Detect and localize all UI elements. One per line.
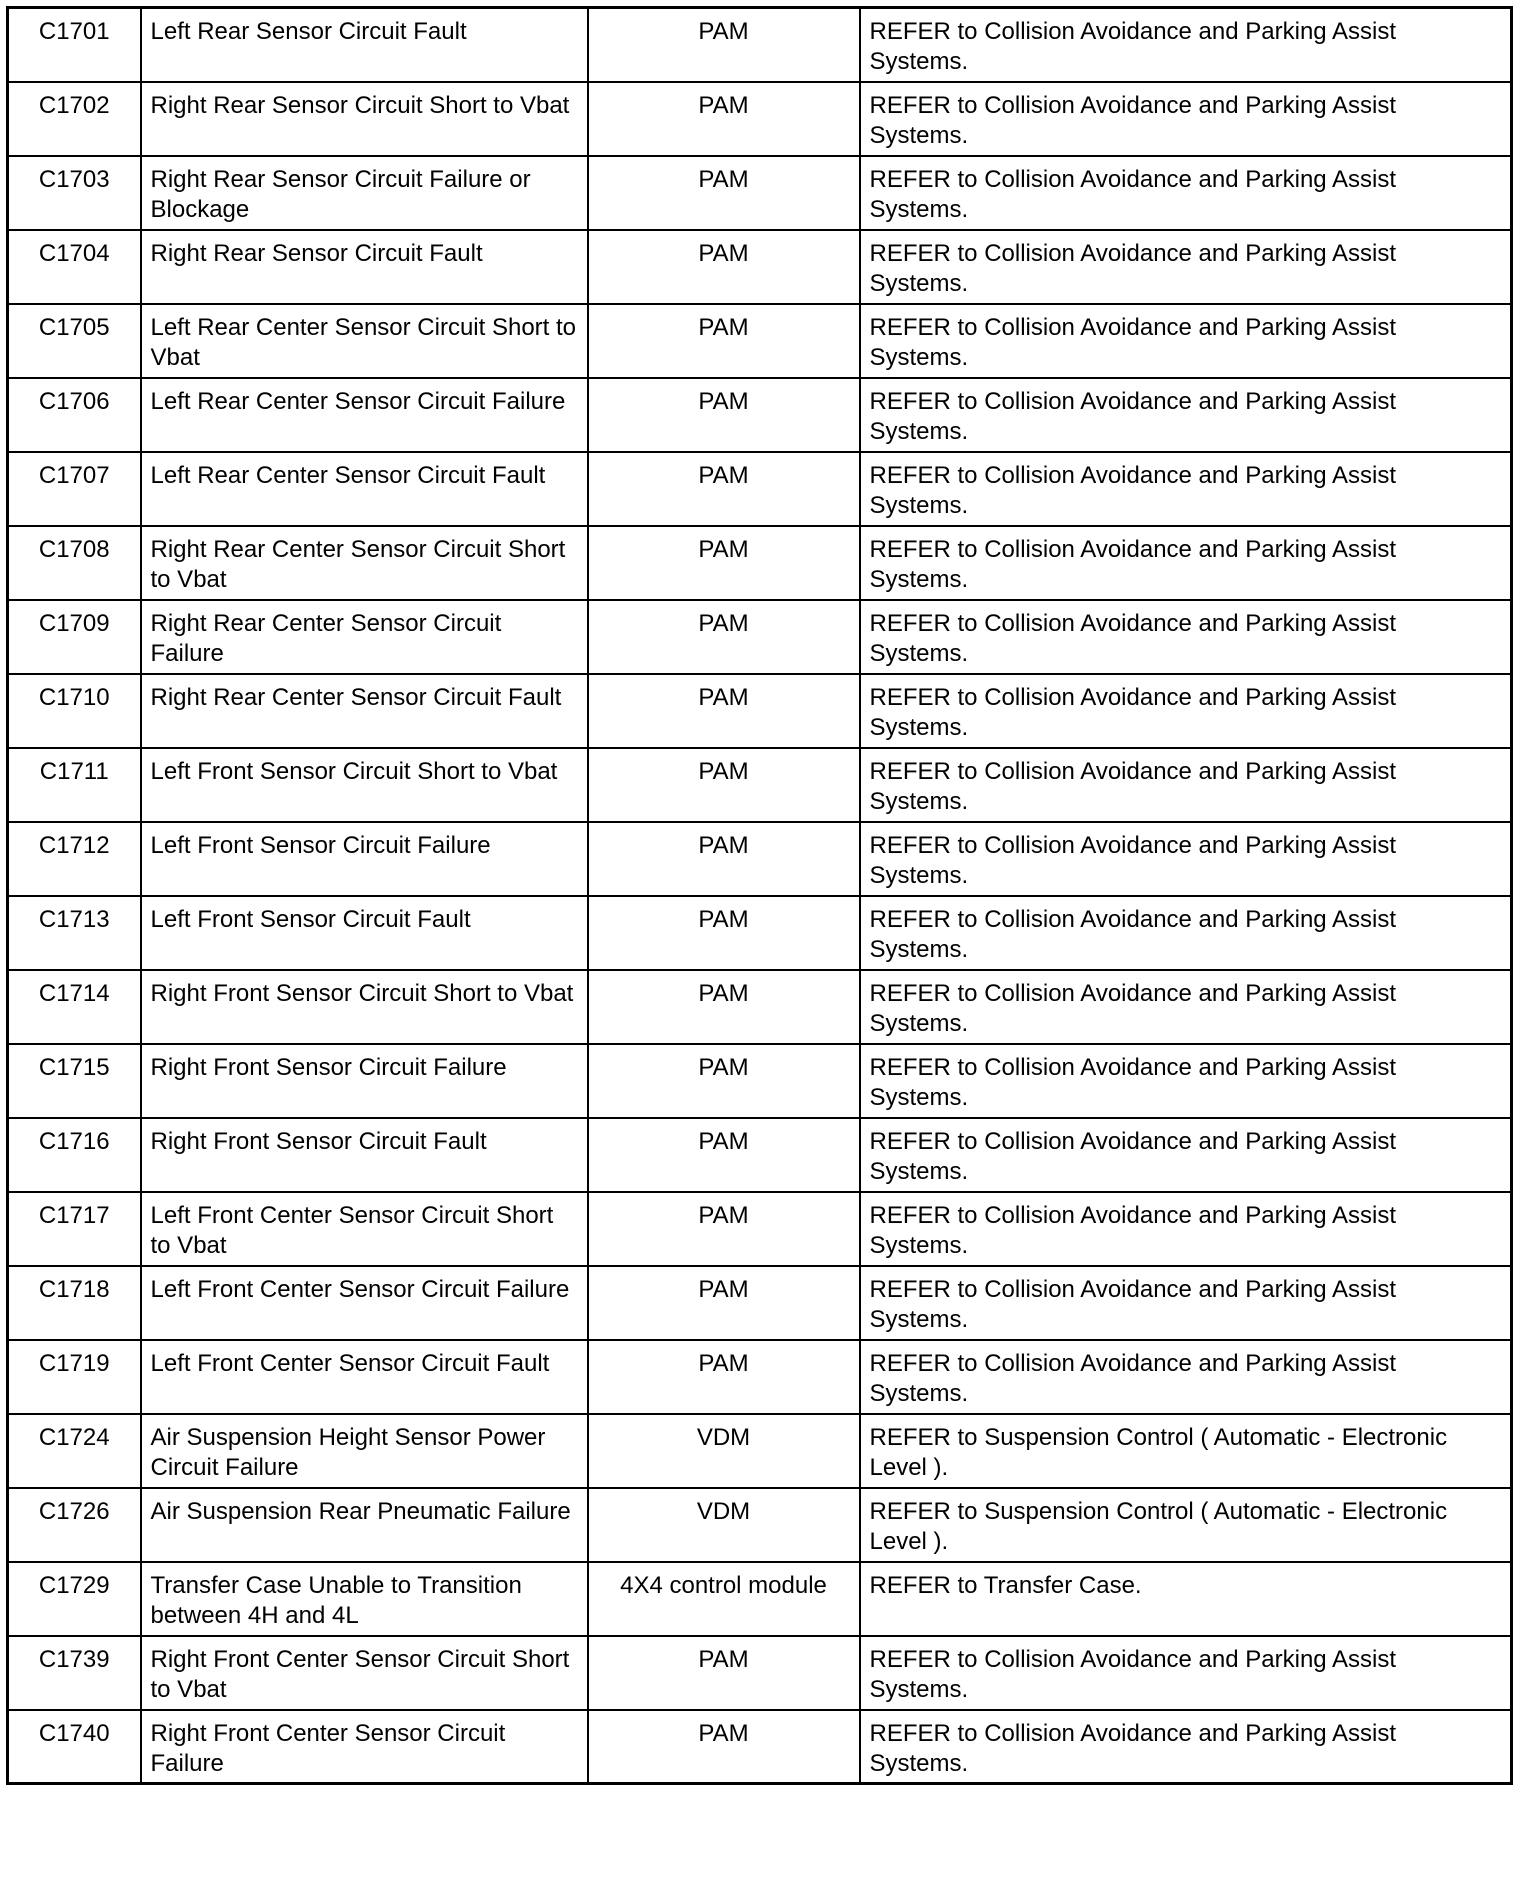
dtc-module: VDM [588,1414,860,1488]
dtc-code: C1739 [8,1636,141,1710]
dtc-code: C1719 [8,1340,141,1414]
dtc-module: PAM [588,1266,860,1340]
table-row [8,1710,1512,1784]
dtc-action: REFER to Suspension Control ( Automatic - Electronic Level ). [860,1488,1512,1562]
dtc-action: REFER to Collision Avoidance and Parking Assist Systems. [860,82,1512,156]
table-row [8,1562,1512,1636]
dtc-document [6,6,1513,1785]
dtc-code: C1706 [8,378,141,452]
dtc-code: C1710 [8,674,141,748]
dtc-code: C1705 [8,304,141,378]
dtc-code: C1740 [8,1710,141,1784]
table-row [8,156,1512,230]
dtc-description: Left Front Center Sensor Circuit Short to Vbat [141,1192,588,1266]
table-row [8,378,1512,452]
dtc-code: C1704 [8,230,141,304]
dtc-module: PAM [588,896,860,970]
dtc-description: Transfer Case Unable to Transition between 4H and 4L [141,1562,588,1636]
dtc-code: C1709 [8,600,141,674]
dtc-description: Left Rear Center Sensor Circuit Short to Vbat [141,304,588,378]
table-row [8,1488,1512,1562]
dtc-code: C1703 [8,156,141,230]
dtc-module: PAM [588,822,860,896]
dtc-action: REFER to Collision Avoidance and Parking Assist Systems. [860,452,1512,526]
dtc-description: Right Front Center Sensor Circuit Failure [141,1710,588,1784]
dtc-table-body [8,8,1512,1784]
dtc-action: REFER to Collision Avoidance and Parking Assist Systems. [860,748,1512,822]
dtc-module: PAM [588,82,860,156]
dtc-action: REFER to Collision Avoidance and Parking Assist Systems. [860,1192,1512,1266]
table-row [8,1414,1512,1488]
dtc-module: PAM [588,526,860,600]
dtc-action: REFER to Collision Avoidance and Parking Assist Systems. [860,1266,1512,1340]
dtc-description: Left Front Sensor Circuit Short to Vbat [141,748,588,822]
dtc-module: PAM [588,8,860,82]
table-row [8,82,1512,156]
dtc-code: C1711 [8,748,141,822]
dtc-module: PAM [588,378,860,452]
dtc-description: Right Rear Sensor Circuit Fault [141,230,588,304]
dtc-module: 4X4 control module [588,1562,860,1636]
dtc-code: C1716 [8,1118,141,1192]
dtc-module: PAM [588,1044,860,1118]
table-row [8,970,1512,1044]
dtc-code: C1708 [8,526,141,600]
dtc-code: C1713 [8,896,141,970]
dtc-action: REFER to Collision Avoidance and Parking Assist Systems. [860,822,1512,896]
table-row [8,1266,1512,1340]
dtc-description: Right Front Sensor Circuit Failure [141,1044,588,1118]
dtc-code: C1712 [8,822,141,896]
dtc-code: C1718 [8,1266,141,1340]
dtc-description: Right Rear Center Sensor Circuit Failure [141,600,588,674]
dtc-action: REFER to Collision Avoidance and Parking Assist Systems. [860,526,1512,600]
dtc-action: REFER to Collision Avoidance and Parking Assist Systems. [860,1710,1512,1784]
dtc-module: PAM [588,304,860,378]
dtc-module: PAM [588,748,860,822]
table-row [8,1044,1512,1118]
dtc-module: PAM [588,1340,860,1414]
dtc-action: REFER to Collision Avoidance and Parking Assist Systems. [860,1636,1512,1710]
table-row [8,822,1512,896]
table-row [8,600,1512,674]
dtc-module: PAM [588,156,860,230]
dtc-action: REFER to Collision Avoidance and Parking Assist Systems. [860,1340,1512,1414]
dtc-action: REFER to Collision Avoidance and Parking Assist Systems. [860,1044,1512,1118]
dtc-module: PAM [588,452,860,526]
dtc-description: Right Rear Center Sensor Circuit Short to Vbat [141,526,588,600]
dtc-action: REFER to Collision Avoidance and Parking Assist Systems. [860,230,1512,304]
table-row [8,526,1512,600]
dtc-code: C1715 [8,1044,141,1118]
table-row [8,1340,1512,1414]
dtc-code: C1702 [8,82,141,156]
table-row [8,1118,1512,1192]
dtc-description: Left Front Center Sensor Circuit Failure [141,1266,588,1340]
dtc-module: PAM [588,1636,860,1710]
dtc-module: PAM [588,970,860,1044]
dtc-code: C1714 [8,970,141,1044]
dtc-action: REFER to Collision Avoidance and Parking Assist Systems. [860,600,1512,674]
dtc-description: Left Front Sensor Circuit Fault [141,896,588,970]
dtc-module: PAM [588,1710,860,1784]
dtc-code: C1726 [8,1488,141,1562]
table-row [8,1636,1512,1710]
dtc-description: Right Rear Sensor Circuit Failure or Blockage [141,156,588,230]
dtc-action: REFER to Collision Avoidance and Parking Assist Systems. [860,674,1512,748]
table-row [8,304,1512,378]
dtc-table [6,6,1513,1785]
dtc-description: Right Rear Center Sensor Circuit Fault [141,674,588,748]
dtc-description: Left Rear Center Sensor Circuit Fault [141,452,588,526]
table-row [8,896,1512,970]
dtc-module: PAM [588,600,860,674]
dtc-module: VDM [588,1488,860,1562]
dtc-action: REFER to Collision Avoidance and Parking Assist Systems. [860,8,1512,82]
dtc-code: C1701 [8,8,141,82]
dtc-module: PAM [588,674,860,748]
dtc-action: REFER to Suspension Control ( Automatic - Electronic Level ). [860,1414,1512,1488]
dtc-action: REFER to Collision Avoidance and Parking Assist Systems. [860,896,1512,970]
dtc-description: Left Front Center Sensor Circuit Fault [141,1340,588,1414]
dtc-module: PAM [588,230,860,304]
dtc-action: REFER to Collision Avoidance and Parking Assist Systems. [860,304,1512,378]
dtc-description: Right Rear Sensor Circuit Short to Vbat [141,82,588,156]
table-row [8,230,1512,304]
dtc-action: REFER to Transfer Case. [860,1562,1512,1636]
dtc-description: Left Front Sensor Circuit Failure [141,822,588,896]
dtc-action: REFER to Collision Avoidance and Parking Assist Systems. [860,970,1512,1044]
dtc-description: Right Front Center Sensor Circuit Short to Vbat [141,1636,588,1710]
table-row [8,674,1512,748]
table-row [8,8,1512,82]
dtc-code: C1729 [8,1562,141,1636]
dtc-description: Left Rear Center Sensor Circuit Failure [141,378,588,452]
dtc-module: PAM [588,1118,860,1192]
table-row [8,748,1512,822]
dtc-code: C1724 [8,1414,141,1488]
dtc-description: Right Front Sensor Circuit Fault [141,1118,588,1192]
dtc-description: Right Front Sensor Circuit Short to Vbat [141,970,588,1044]
dtc-action: REFER to Collision Avoidance and Parking Assist Systems. [860,378,1512,452]
dtc-description: Air Suspension Height Sensor Power Circuit Failure [141,1414,588,1488]
dtc-description: Left Rear Sensor Circuit Fault [141,8,588,82]
table-row [8,452,1512,526]
dtc-code: C1707 [8,452,141,526]
dtc-description: Air Suspension Rear Pneumatic Failure [141,1488,588,1562]
dtc-action: REFER to Collision Avoidance and Parking Assist Systems. [860,156,1512,230]
table-row [8,1192,1512,1266]
dtc-action: REFER to Collision Avoidance and Parking Assist Systems. [860,1118,1512,1192]
dtc-code: C1717 [8,1192,141,1266]
dtc-module: PAM [588,1192,860,1266]
